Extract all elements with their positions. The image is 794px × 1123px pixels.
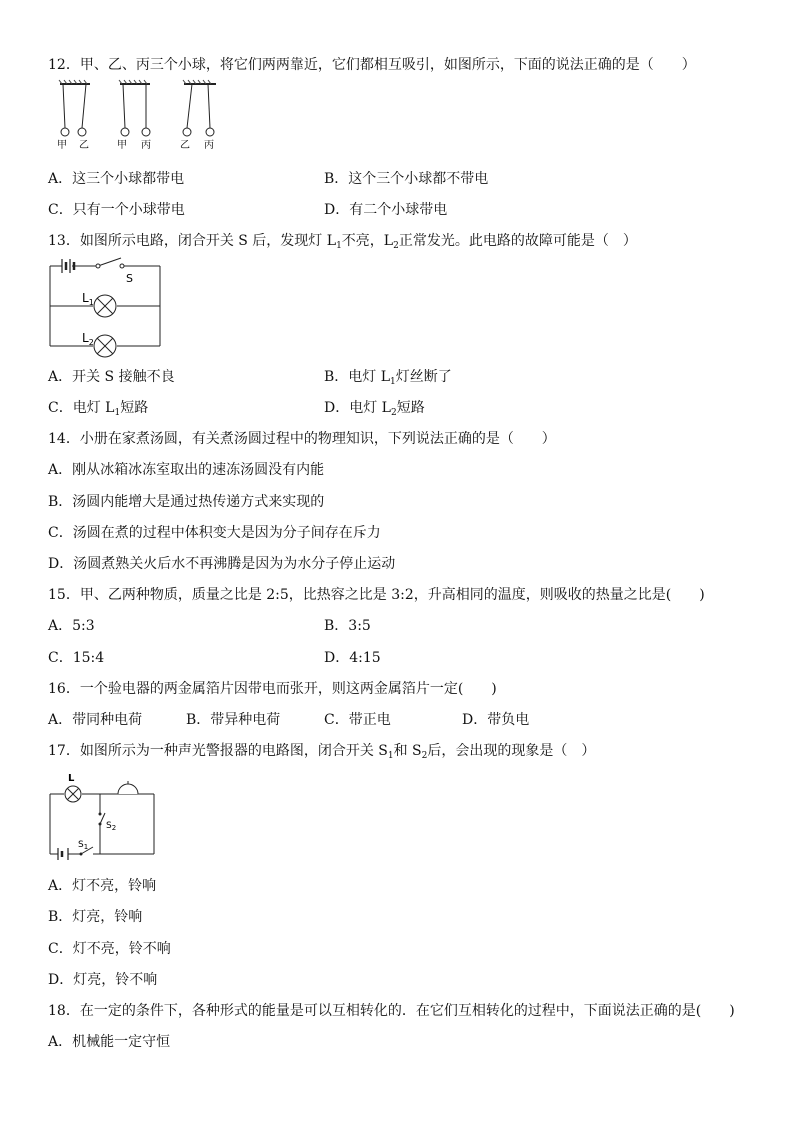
- q15-option-a[interactable]: A．5:3: [48, 618, 95, 634]
- q12-pair-3: [180, 80, 216, 151]
- q14-stem: 14．小册在家煮汤圆，有关煮汤圆过程中的物理知识，下列说法正确的是（ ）: [48, 431, 556, 447]
- q12-figure: [48, 80, 228, 152]
- battery-icon: [58, 848, 68, 860]
- q15-option-b[interactable]: B．3:5: [324, 618, 371, 634]
- q13-circuit: [48, 256, 168, 360]
- q14-option-c[interactable]: C．汤圆在煮的过程中体积变大是因为分子间存在斥力: [48, 525, 381, 541]
- q12-option-d[interactable]: D．有二个小球带电: [324, 202, 448, 218]
- q12-label-2a: 甲: [117, 140, 127, 151]
- q12-label-3b: 丙: [204, 140, 214, 151]
- q12-label-3a: 乙: [180, 140, 190, 151]
- q15-option-d[interactable]: D．4:15: [324, 650, 381, 666]
- q13-option-c[interactable]: C．电灯 $L_1$短路: [48, 400, 149, 418]
- q17-option-d[interactable]: D．灯亮，铃不响: [48, 972, 158, 988]
- q12-option-a[interactable]: A．这三个小球都带电: [48, 171, 185, 187]
- q16-option-c[interactable]: C．带正电: [324, 712, 391, 728]
- q17-s2-label: $S_2$: [106, 821, 117, 832]
- bell-icon: [118, 781, 138, 794]
- q14-option-a[interactable]: A．刚从冰箱冰冻室取出的速冻汤圆没有内能: [48, 462, 325, 478]
- q12-pair-2: [117, 80, 151, 151]
- q13-option-a[interactable]: A．开关 S 接触不良: [48, 369, 175, 385]
- q12-option-c[interactable]: C．只有一个小球带电: [48, 202, 185, 218]
- q16-stem: 16．一个验电器的两金属箔片因带电而张开，则这两金属箔片一定( ): [48, 681, 497, 697]
- q13-switch-label: S: [126, 272, 133, 285]
- q18-stem: 18．在一定的条件下，各种形式的能量是可以互相转化的．在它们互相转化的过程中，下面说法正确的是( ): [48, 1003, 735, 1019]
- q13-lamp2-label: $L_2$: [82, 331, 94, 347]
- q18-option-a[interactable]: A．机械能一定守恒: [48, 1034, 171, 1050]
- q17-circuit: [48, 770, 158, 860]
- q17-option-a[interactable]: A．灯不亮，铃响: [48, 878, 157, 894]
- q17-lamp-label: L: [68, 773, 75, 784]
- q17-stem: 17．如图所示为一种声光警报器的电路图，闭合开关 $S_1$和 $S_2$后，会出现的现象是（ ）: [48, 743, 596, 761]
- q14-option-b[interactable]: B．汤圆内能增大是通过热传递方式来实现的: [48, 494, 325, 510]
- q14-option-d[interactable]: D．汤圆煮熟关火后水不再沸腾是因为为水分子停止运动: [48, 556, 396, 572]
- q16-option-d[interactable]: D．带负电: [462, 712, 530, 728]
- q12-option-b[interactable]: B．这个三个小球都不带电: [324, 171, 489, 187]
- lamp-icon: [65, 786, 81, 802]
- q13-stem: 13．如图所示电路，闭合开关 S 后，发现灯 $L_1$不亮，$L_2$正常发光。此电路的故障可能是（ ）: [48, 233, 637, 251]
- q17-option-b[interactable]: B．灯亮，铃响: [48, 909, 143, 925]
- q15-option-c[interactable]: C．15:4: [48, 650, 105, 666]
- q12-label-1b: 乙: [79, 140, 89, 151]
- q12-stem: 12．甲、乙、丙三个小球，将它们两两靠近，它们都相互吸引，如图所示，下面的说法正确的是（ ）: [48, 57, 696, 73]
- q17-s1-label: $S_1$: [78, 840, 89, 851]
- q16-option-a[interactable]: A．带同种电荷: [48, 712, 143, 728]
- q16-option-b[interactable]: B．带异种电荷: [186, 712, 281, 728]
- q13-lamp1-label: $L_1$: [82, 291, 94, 307]
- q12-label-1a: 甲: [57, 140, 67, 151]
- q12-pair-1: [57, 80, 90, 151]
- q13-option-b[interactable]: B．电灯 $L_1$灯丝断了: [324, 369, 452, 387]
- q17-option-c[interactable]: C．灯不亮，铃不响: [48, 941, 171, 957]
- lamp-icon: [94, 295, 116, 317]
- q15-stem: 15．甲、乙两种物质，质量之比是 2:5，比热容之比是 3:2，升高相同的温度，则吸收的热量之比是( ): [48, 587, 705, 603]
- lamp-icon: [94, 335, 116, 357]
- q12-label-2b: 丙: [141, 140, 151, 151]
- q13-option-d[interactable]: D．电灯 $L_2$短路: [324, 400, 425, 418]
